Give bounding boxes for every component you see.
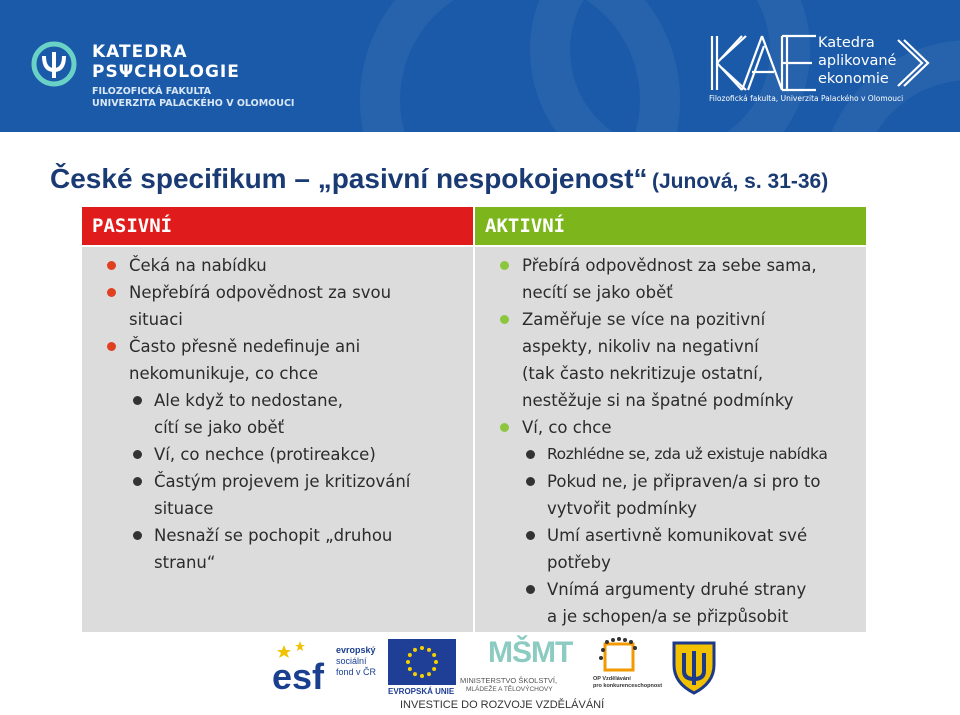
- active-subitem: [547, 441, 827, 468]
- esf-logo: [270, 639, 380, 697]
- active-item: [522, 306, 794, 414]
- active-column: [475, 207, 866, 632]
- logo-line-1: KATEDRA: [92, 42, 188, 62]
- kae-word: aplikované: [818, 53, 897, 69]
- investment-slogan: INVESTICE DO ROZVOJE VZDĚLÁVÁNÍ: [400, 699, 605, 711]
- msmt-logo: [460, 636, 578, 696]
- eu-star: [427, 672, 431, 676]
- item-text: Rozhlédne se, zda už existuje nabídka: [547, 445, 828, 463]
- passive-subitem: [154, 441, 376, 468]
- op-text: [593, 676, 662, 690]
- bullet-icon: [526, 531, 535, 540]
- bullet-icon: [133, 531, 142, 540]
- bullet-icon: [133, 477, 142, 486]
- passive-item: [129, 333, 360, 387]
- slide-title: [50, 163, 828, 195]
- passive-body: [82, 247, 473, 632]
- logo-subtitle-2: UNIVERZITA PALACKÉHO V OLOMOUCI: [92, 98, 295, 109]
- bullet-icon: [526, 585, 535, 594]
- op-logo: [585, 636, 665, 696]
- eu-logo: [388, 639, 456, 697]
- bullet-icon: [107, 288, 116, 297]
- bullet-icon: [526, 450, 535, 459]
- bullet-icon: [500, 423, 509, 432]
- logo-line-2: PSΨCHOLOGIE: [92, 62, 240, 82]
- eu-star: [427, 648, 431, 652]
- item-text: Ví, co nechce (protireakce): [154, 445, 376, 464]
- passive-item: [129, 252, 267, 279]
- msmt-mark: MŠMT: [488, 636, 573, 669]
- active-subitem: [547, 522, 807, 576]
- slide-title-reference: (Junová, s. 31-36): [652, 170, 829, 193]
- eu-label: EVROPSKÁ UNIE: [388, 687, 455, 696]
- eu-star: [406, 660, 410, 664]
- upol-shield-icon: [670, 637, 718, 695]
- passive-subitem: [154, 468, 410, 522]
- kae-word: ekonomie: [818, 71, 889, 87]
- eu-star: [413, 672, 417, 676]
- active-subitem: [547, 576, 806, 630]
- bullet-icon: [526, 477, 535, 486]
- logo-subtitle: [92, 86, 294, 110]
- eu-star: [432, 653, 436, 657]
- active-heading: AKTIVNÍ: [475, 207, 866, 245]
- eu-star: [432, 667, 436, 671]
- item-text: Vnímá argumenty druhé strany a je schopen/a se přizpůsobit: [547, 580, 807, 626]
- upol-logo: [670, 637, 718, 695]
- msmt-line-1: MINISTERSTVO ŠKOLSTVÍ,: [460, 676, 558, 685]
- item-text: Častým projevem je kritizování situace: [154, 472, 411, 518]
- item-text: Umí asertivně komunikovat své potřeby: [547, 526, 808, 572]
- esf-text: [336, 645, 376, 678]
- item-text: Pokud ne, je připraven/a si pro to vytvořit podmínky: [547, 472, 821, 518]
- eu-flag-icon: [388, 639, 456, 685]
- esf-text-line: fond v ČR: [336, 667, 377, 677]
- kae-words: [818, 34, 896, 88]
- eu-star: [420, 646, 424, 650]
- bullet-icon: [107, 261, 116, 270]
- item-text: Čeká na nabídku: [129, 256, 267, 275]
- eu-star: [408, 653, 412, 657]
- slide-title-main: České specifikum – „pasivní nespokojenost“: [50, 163, 648, 194]
- footer-logos: [0, 632, 960, 715]
- kae-logo: [708, 32, 933, 112]
- psi-emblem-icon: [30, 40, 78, 88]
- item-text: Často přesně nedefinuje ani nekomunikuje, co chce: [129, 337, 361, 383]
- item-text: Ví, co chce: [522, 418, 612, 437]
- item-text: Nesnaží se pochopit „druhou stranu“: [154, 526, 393, 572]
- eu-star: [420, 674, 424, 678]
- bullet-icon: [500, 315, 509, 324]
- logo-title: [92, 42, 240, 82]
- passive-subitem: [154, 522, 392, 576]
- op-logo-icon: [585, 636, 665, 676]
- kae-word: Katedra: [818, 35, 875, 51]
- eu-star: [434, 660, 438, 664]
- esf-mark: esf: [272, 656, 325, 697]
- item-text: Ale když to nedostane, cítí se jako oběť: [154, 391, 343, 437]
- eu-star: [413, 648, 417, 652]
- passive-column: [82, 207, 473, 632]
- active-item: [522, 414, 612, 441]
- passive-heading: PASIVNÍ: [82, 207, 473, 245]
- active-subitem: [547, 468, 820, 522]
- bullet-icon: [500, 261, 509, 270]
- op-line-1: OP Vzdělávání: [593, 676, 631, 682]
- bullet-icon: [133, 450, 142, 459]
- active-item: [522, 252, 817, 306]
- comparison-table: [82, 207, 866, 632]
- item-text: Nepřebírá odpovědnost za svou situaci: [129, 283, 392, 329]
- bullet-icon: [107, 342, 116, 351]
- header-banner: [0, 0, 960, 132]
- active-body: [475, 247, 866, 632]
- item-text: Zaměřuje se více na pozitivní aspekty, nikoliv na negativní (tak často nekritizuje ostatní, nestěžuje si na špatné podmínky: [522, 310, 794, 410]
- op-line-2: pro konkurenceschopnost: [593, 683, 663, 689]
- bullet-icon: [133, 396, 142, 405]
- msmt-line-2: MLÁDEŽE A TĚLOVÝCHOVY: [466, 686, 553, 693]
- passive-subitem: [154, 387, 343, 441]
- kae-subtitle: Filozofická fakulta, Univerzita Palackého v Olomouci: [709, 94, 904, 103]
- eu-star: [408, 667, 412, 671]
- logo-subtitle-1: FILOZOFICKÁ FAKULTA: [92, 86, 212, 97]
- esf-text-line: sociální: [336, 656, 367, 666]
- item-text: Přebírá odpovědnost za sebe sama, necítí se jako oběť: [522, 256, 817, 302]
- esf-text-line: evropský: [336, 645, 376, 655]
- passive-item: [129, 279, 391, 333]
